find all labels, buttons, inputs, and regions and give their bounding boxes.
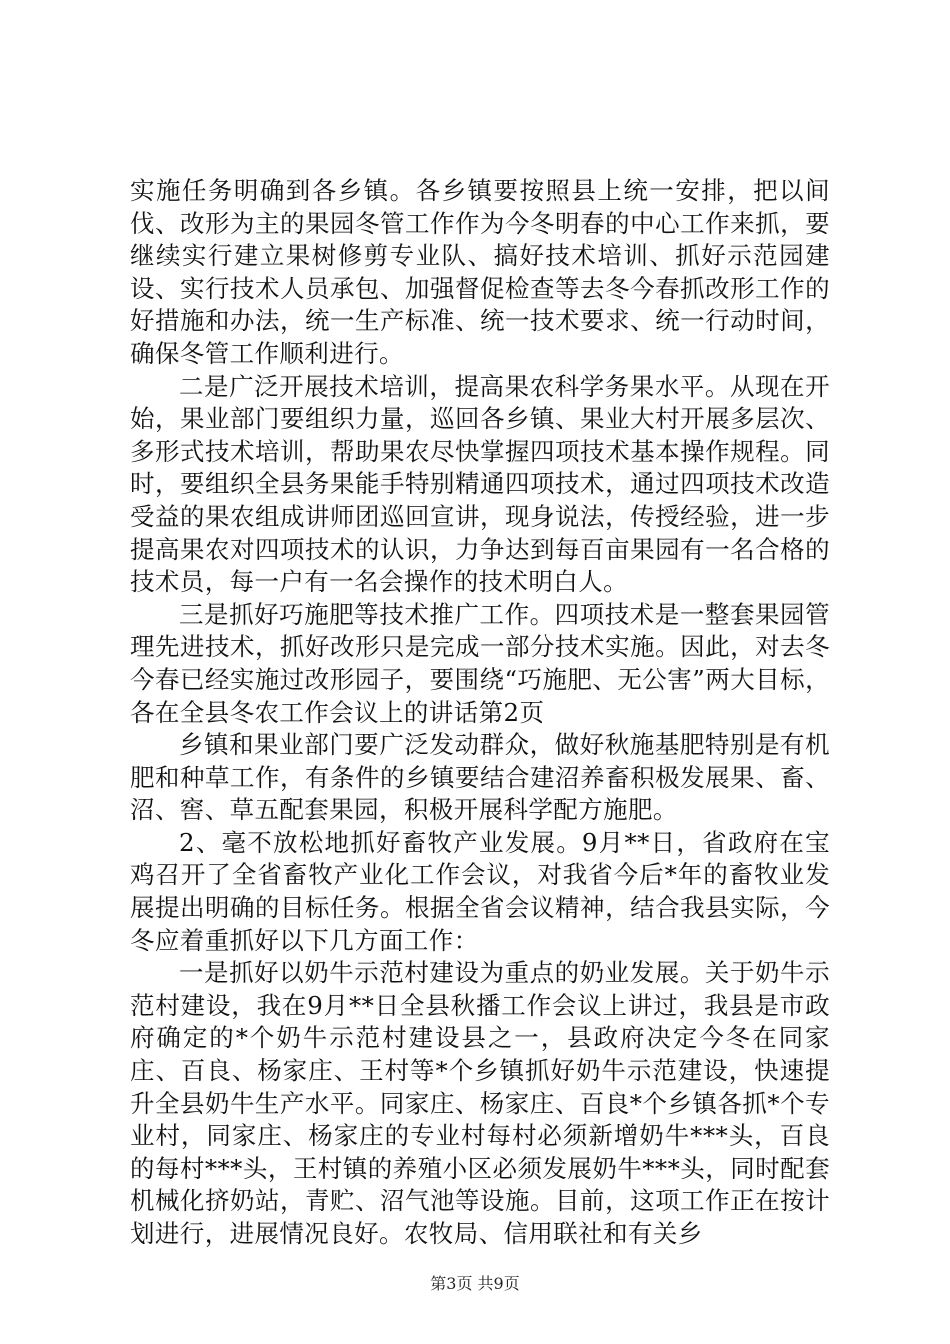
paragraph-2: 二是广泛开展技术培训，提高果农科学务果水平。从现在开始，果业部门要组织力量，巡回各乡镇、果业大村开展多层次、多形式技术培训，帮助果农尽快掌握四项技术基本操作规程。同时，要组织全县务果能手特别精通四项技术，通过四项技术改造受益的果农组成讲师团巡回宣讲，现身说法，传授经验，进一步提高果农对四项技术的认识，力争达到每百亩果园有一名合格的技术员，每一户有一名会操作的技术明白人。 xyxy=(130,371,830,597)
paragraph-6: 一是抓好以奶牛示范村建设为重点的奶业发展。关于奶牛示范村建设，我在9月**日全县秋播工作会议上讲过，我县是市政府确定的*个奶牛示范村建设县之一，县政府决定今冬在同家庄、百良、杨家庄、王村等*个乡镇抓好奶牛示范建设，快速提升全县奶牛生产水平。同家庄、杨家庄、百良*个乡镇各抓*个专业村，同家庄、杨家庄的专业村每村必须新增奶牛***头，百良的每村***头，王村镇的养殖小区必须发展奶牛***头，同时配套机械化挤奶站，青贮、沼气池等设施。目前，这项工作正在按计划进行，进展情况良好。农牧局、信用联社和有关乡 xyxy=(130,958,830,1248)
page-footer: 第3页 共9页 xyxy=(430,1274,520,1293)
paragraph-3: 三是抓好巧施肥等技术推广工作。四项技术是一整套果园管理先进技术，抓好改形只是完成一部分技术实施。因此，对去冬今春已经实施过改形园子，要围绕“巧施肥、无公害”两大目标，各在全县冬农工作会议上的讲话第2页 xyxy=(130,599,830,727)
paragraph-1: 实施任务明确到各乡镇。各乡镇要按照县上统一安排，把以间伐、改形为主的果园冬管工作作为今冬明春的中心工作来抓，要继续实行建立果树修剪专业队、搞好技术培训、抓好示范园建设、实行技术人员承包、加强督促检查等去冬今春抓改形工作的好措施和办法，统一生产标准、统一技术要求、统一行动时间，确保冬管工作顺利进行。 xyxy=(130,176,830,368)
document-body xyxy=(130,175,830,1251)
paragraph-5: 2、毫不放松地抓好畜牧产业发展。9月**日，省政府在宝鸡召开了全省畜牧产业化工作会议，对我省今后*年的畜牧业发展提出明确的目标任务。根据全省会议精神，结合我县实际，今冬应着重抓好以下几方面工作： xyxy=(130,827,830,955)
paragraph-4: 乡镇和果业部门要广泛发动群众，做好秋施基肥特别是有机肥和种草工作，有条件的乡镇要结合建沼养畜积极发展果、畜、沼、窖、草五配套果园，积极开展科学配方施肥。 xyxy=(130,730,830,825)
